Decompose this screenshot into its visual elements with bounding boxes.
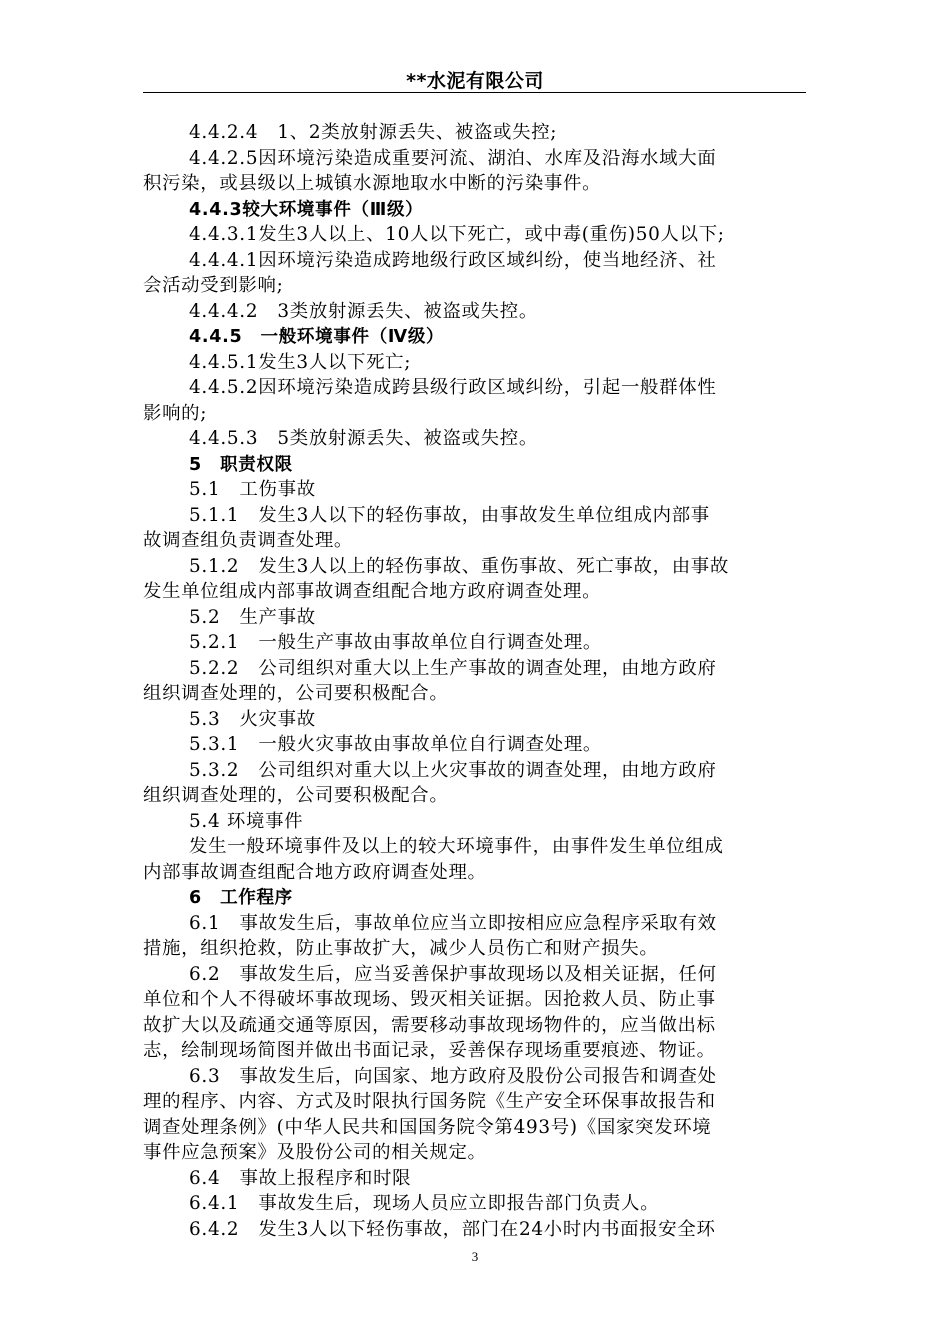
company-header-title: **水泥有限公司 <box>406 70 544 92</box>
document-body <box>143 120 806 1242</box>
text-line <box>143 528 806 554</box>
line-text: 4.4.5.3 5类放射源丢失、被盗或失控。 <box>189 428 538 449</box>
line-text: 4.4.5.2因环境污染造成跨县级行政区域纠纷，引起一般群体性 <box>189 377 717 398</box>
section-heading: 4.4.5 一般环境事件（Ⅳ级） <box>189 327 445 347</box>
line-text: 积污染，或县级以上城镇水源地取水中断的污染事件。 <box>143 173 602 194</box>
text-line <box>143 707 806 733</box>
text-line <box>143 1089 806 1115</box>
text-line <box>143 809 806 835</box>
text-line <box>143 248 806 274</box>
text-line <box>143 452 806 478</box>
text-line <box>143 656 806 682</box>
line-text: 志，绘制现场简图并做出书面记录，妥善保存现场重要痕迹、物证。 <box>143 1040 716 1061</box>
text-line <box>143 1115 806 1141</box>
line-text: 6.3 事故发生后，向国家、地方政府及股份公司报告和调查处 <box>189 1065 717 1087</box>
line-text: 影响的; <box>143 402 208 424</box>
text-line <box>143 605 806 631</box>
text-line <box>143 962 806 988</box>
text-line <box>143 630 806 656</box>
line-text: 发生单位组成内部事故调查组配合地方政府调查处理。 <box>143 581 602 602</box>
line-text: 6.2 事故发生后，应当妥善保护事故现场以及相关证据，任何 <box>189 963 717 985</box>
section-heading: 5 职责权限 <box>189 454 293 475</box>
text-line <box>143 758 806 784</box>
section-heading: 6 工作程序 <box>189 888 293 908</box>
line-text: 6.4.1 事故发生后，现场人员应立即报告部门负责人。 <box>189 1193 660 1214</box>
line-text: 措施，组织抢救，防止事故扩大，减少人员伤亡和财产损失。 <box>143 938 659 959</box>
line-text: 故扩大以及疏通交通等原因，需要移动事故现场物件的，应当做出标 <box>143 1014 716 1036</box>
text-line <box>143 273 806 299</box>
line-text: 5.2.2 公司组织对重大以上生产事故的调查处理，由地方政府 <box>189 657 717 679</box>
text-line <box>143 120 806 146</box>
text-line <box>143 375 806 401</box>
line-text: 理的程序、内容、方式及时限执行国务院《生产安全环保事故报告和 <box>143 1091 716 1112</box>
line-text: 故调查组负责调查处理。 <box>143 530 353 551</box>
line-text: 5.3.1 一般火灾事故由事故单位自行调查处理。 <box>189 734 603 755</box>
line-text: 组织调查处理的，公司要积极配合。 <box>143 785 449 806</box>
text-line <box>143 1013 806 1039</box>
line-text: 事件应急预案》及股份公司的相关规定。 <box>143 1142 487 1163</box>
text-line <box>143 299 806 325</box>
text-line <box>143 222 806 248</box>
line-text: 4.4.4.2 3类放射源丢失、被盗或失控。 <box>189 300 538 322</box>
text-line <box>143 477 806 503</box>
text-line <box>143 1064 806 1090</box>
line-text: 单位和个人不得破坏事故现场、毁灭相关证据。因抢救人员、防止事 <box>143 989 716 1010</box>
text-line <box>143 350 806 376</box>
line-text: 5.1.2 发生3人以上的轻伤事故、重伤事故、死亡事故，由事故 <box>189 555 729 577</box>
line-text: 6.1 事故发生后，事故单位应当立即按相应应急程序采取有效 <box>189 912 717 934</box>
section-heading: 4.4.3较大环境事件（Ⅲ级） <box>189 199 424 220</box>
line-text: 6.4 事故上报程序和时限 <box>189 1167 412 1189</box>
text-line <box>143 1217 806 1243</box>
text-line <box>143 1166 806 1192</box>
text-line <box>143 146 806 172</box>
text-line <box>143 732 806 758</box>
text-line <box>143 324 806 350</box>
text-line <box>143 426 806 452</box>
line-text: 6.4.2 发生3人以下轻伤事故，部门在24小时内书面报安全环 <box>189 1218 716 1240</box>
line-text: 5.2.1 一般生产事故由事故单位自行调查处理。 <box>189 632 603 653</box>
header-divider <box>143 92 806 93</box>
line-text: 5.1.1 发生3人以下的轻伤事故，由事故发生单位组成内部事 <box>189 504 710 526</box>
text-line <box>143 885 806 911</box>
line-text: 发生一般环境事件及以上的较大环境事件，由事件发生单位组成 <box>189 836 724 857</box>
text-line <box>143 579 806 605</box>
line-text: 调查处理条例》(中华人民共和国国务院令第493号)《国家突发环境 <box>143 1116 712 1138</box>
line-text: 5.1 工伤事故 <box>189 479 316 500</box>
text-line <box>143 401 806 427</box>
line-text: 5.3.2 公司组织对重大以上火灾事故的调查处理，由地方政府 <box>189 759 717 781</box>
line-text: 组织调查处理的，公司要积极配合。 <box>143 683 449 704</box>
text-line <box>143 860 806 886</box>
page-number: 3 <box>471 1249 479 1264</box>
line-text: 5.2 生产事故 <box>189 606 316 628</box>
text-line <box>143 1038 806 1064</box>
line-text: 4.4.3.1发生3人以上、10人以下死亡，或中毒(重伤)50人以下; <box>189 224 725 245</box>
line-text: 4.4.5.1发生3人以下死亡; <box>189 351 412 373</box>
text-line <box>143 554 806 580</box>
text-line <box>143 936 806 962</box>
line-text: 会活动受到影响; <box>143 275 284 296</box>
text-line <box>143 834 806 860</box>
line-text: 4.4.4.1因环境污染造成跨地级行政区域纠纷，使当地经济、社 <box>189 249 717 271</box>
line-text: 内部事故调查组配合地方政府调查处理。 <box>143 861 487 883</box>
text-line <box>143 1191 806 1217</box>
line-text: 5.4 环境事件 <box>189 810 304 832</box>
text-line <box>143 987 806 1013</box>
line-text: 4.4.2.4 1、2类放射源丢失、被盗或失控; <box>189 122 558 143</box>
text-line <box>143 171 806 197</box>
text-line <box>143 911 806 937</box>
text-line <box>143 681 806 707</box>
line-text: 4.4.2.5因环境污染造成重要河流、湖泊、水库及沿海水域大面 <box>189 147 717 169</box>
text-line <box>143 1140 806 1166</box>
line-text: 5.3 火灾事故 <box>189 708 316 730</box>
text-line <box>143 503 806 529</box>
text-line <box>143 197 806 223</box>
text-line <box>143 783 806 809</box>
